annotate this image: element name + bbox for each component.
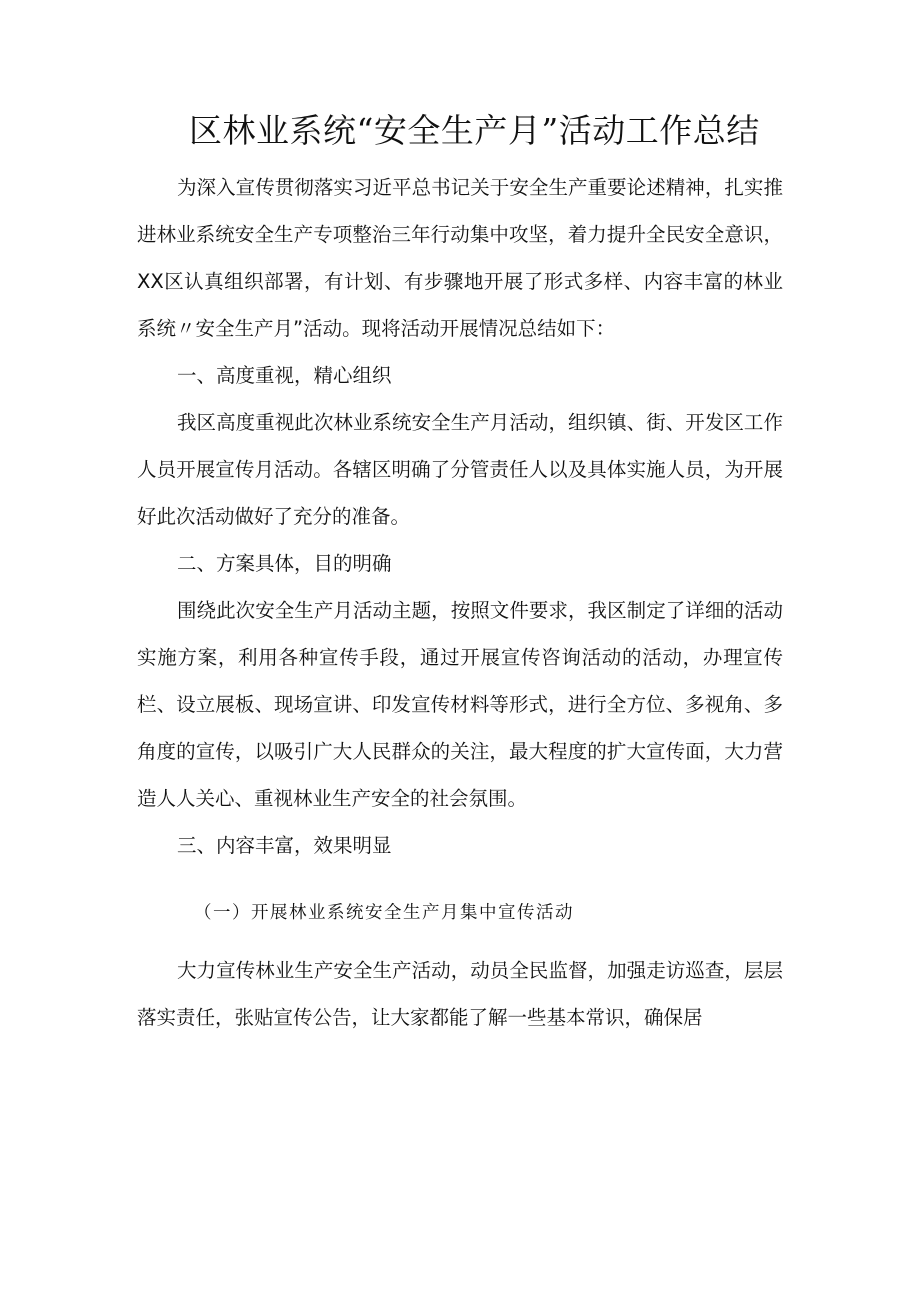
section-1-paragraph: 我区高度重视此次林业系统安全生产月活动，组织镇、街、开发区工作人员开展宣传月活动。各辖区明确了分管责任人以及具体实施人员，为开展好此次活动做好了充分的准备。: [137, 411, 783, 528]
document-title: 区林业系统“安全生产月”活动工作总结: [189, 111, 760, 150]
intro-paragraph: 为深入宣传贯彻落实习近平总书记关于安全生产重要论述精神，扎实推进林业系统安全生产专项整治三年行动集中攻坚，着力提升全民安全意识，XX区认真组织部署，有计划、有步骤地开展了形式多样、内容丰富的林业系统〃安全生产月”活动。现将活动开展情况总结如下：: [137, 176, 783, 340]
section-3-heading: 三、内容丰富，效果明显: [177, 834, 392, 857]
section-1-heading: 一、高度重视，精心组织: [177, 364, 392, 387]
section-2-paragraph: 围绕此次安全生产月活动主题，按照文件要求，我区制定了详细的活动实施方案，利用各种宣传手段，通过开展宣传咨询活动的活动，办理宣传栏、设立展板、现场宣讲、印发宣传材料等形式，进行全方位、多视角、多角度的宣传，以吸引广大人民群众的关注，最大程度的扩大宣传面，大力营造人人关心、重视林业生产安全的社会氛围。: [137, 599, 783, 810]
section-3-subheading: （一）开展林业系统安全生产月集中宣传活动: [194, 903, 574, 923]
section-2-heading: 二、方案具体，目的明确: [177, 552, 392, 575]
section-3-paragraph: 大力宣传林业生产安全生产活动，动员全民监督，加强走访巡查，层层落实责任，张贴宣传公告，让大家都能了解一些基本常识，确保居: [137, 959, 783, 1029]
